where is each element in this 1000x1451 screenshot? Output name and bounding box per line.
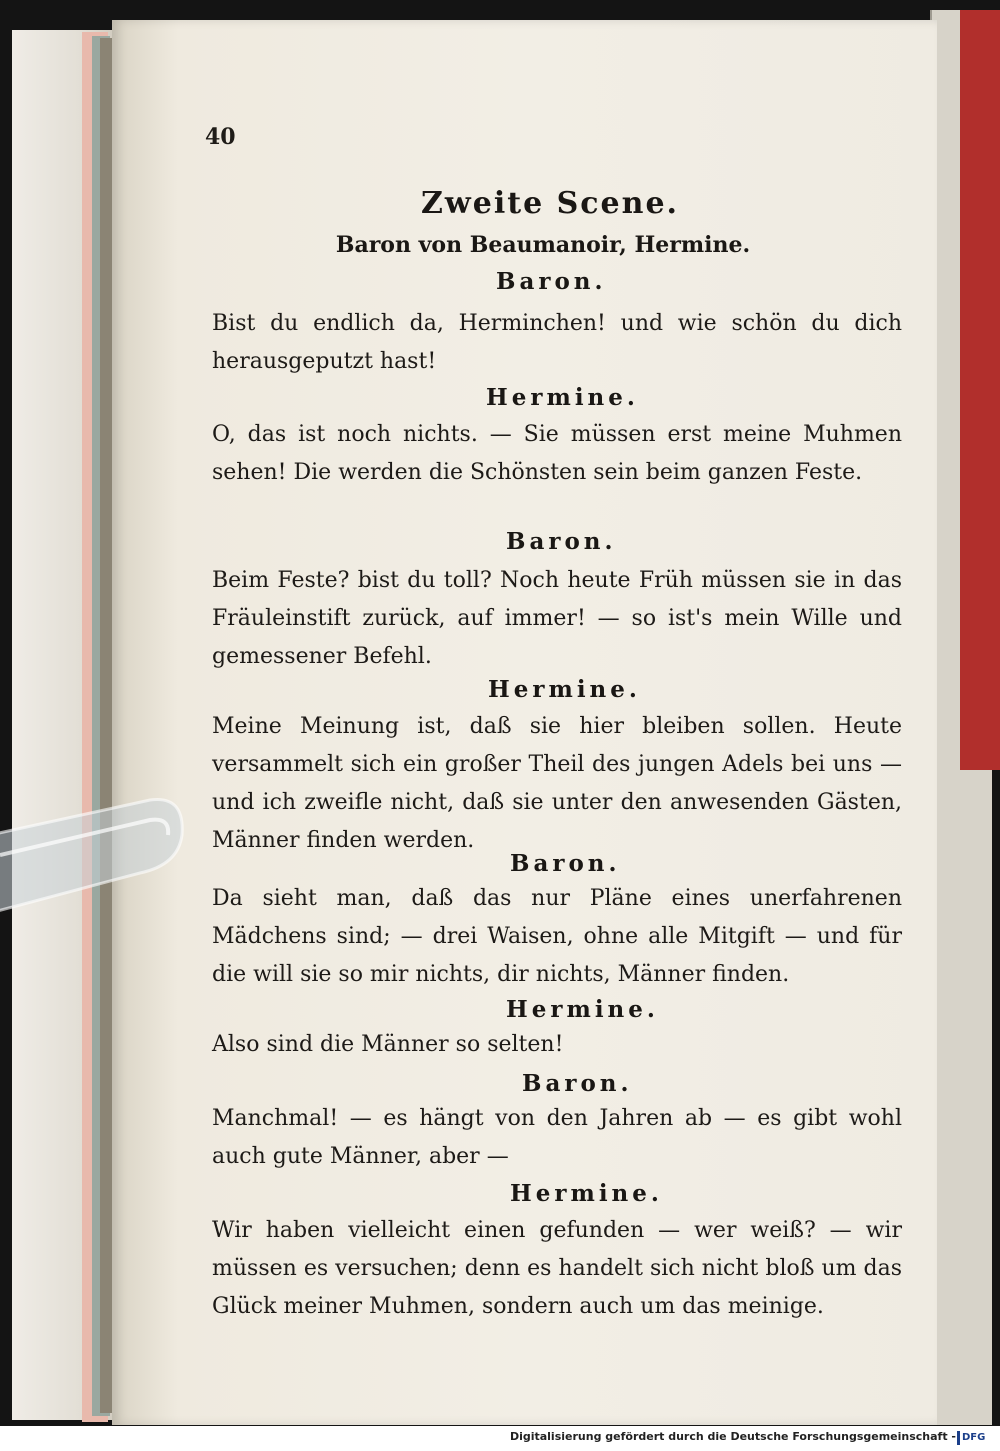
dialogue-paragraph: Bist du endlich da, Herminchen! und wie schön du dich herausgeputzt hast! [212, 311, 902, 374]
dialogue-paragraph: Meine Meinung ist, daß sie hier bleiben sollen. Heute versammelt sich ein großer Theil des jungen Adels bei uns — und ich zweifle nicht, daß sie unter den anwesenden Gästen, Männer finden werden. [212, 714, 902, 853]
glass-page-weight [0, 795, 190, 945]
page-number: 40 [205, 124, 236, 150]
dialogue-paragraph: Manchmal! — es hängt von den Jahren ab — es gibt wohl auch gute Männer, aber — [212, 1106, 902, 1169]
speaker-label: Hermine. [506, 996, 659, 1023]
scene-title: Zweite Scene. [421, 186, 679, 221]
digitization-footer [0, 1426, 1000, 1451]
speaker-label: Hermine. [488, 676, 641, 703]
dialogue-paragraph: Da sieht man, daß das nur Pläne eines unerfahrenen Mädchens sind; — drei Waisen, ohne alle Mitgift — und für die will sie so mir nichts, dir nichts, Männer finden. [212, 886, 902, 987]
speaker-label: Hermine. [486, 384, 639, 411]
speaker-label: Baron. [522, 1070, 633, 1097]
speaker-label: Baron. [496, 268, 607, 295]
next-page-red-edge [960, 10, 1000, 770]
footer-credit: Digitalisierung gefördert durch die Deutsche Forschungsgemeinschaft - [509, 1430, 956, 1443]
speaker-label: Baron. [506, 528, 617, 555]
speaker-label: Hermine. [510, 1180, 663, 1207]
dialogue-paragraph: O, das ist noch nichts. — Sie müssen erst meine Muhmen sehen! Die werden die Schönsten sein beim ganzen Feste. [212, 422, 902, 485]
dialogue-paragraph: Wir haben vielleicht einen gefunden — wer weiß? — wir müssen es versuchen; denn es handelt sich nicht bloß um das Glück meiner Muhmen, sondern auch um das meinige. [212, 1218, 902, 1319]
dialogue-paragraph: Also sind die Männer so selten! [212, 1032, 564, 1057]
dfg-logo: DFG [957, 1431, 994, 1445]
speaker-label: Baron. [510, 850, 621, 877]
dialogue-paragraph: Beim Feste? bist du toll? Noch heute Früh müssen sie in das Fräuleinstift zurück, auf immer! — so ist's mein Wille und gemessener Befehl. [212, 568, 902, 669]
character-list: Baron von Beaumanoir, Hermine. [335, 232, 751, 258]
